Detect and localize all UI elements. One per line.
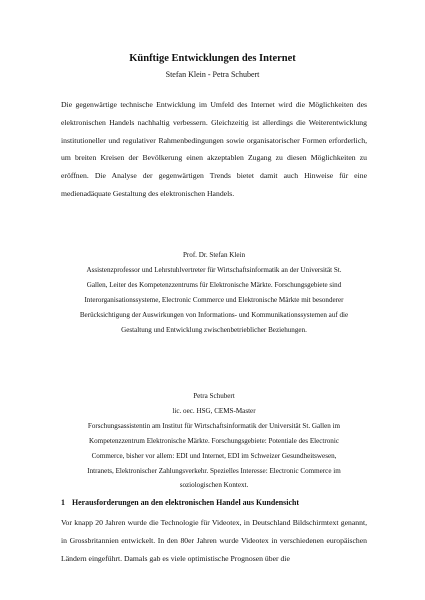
bio-line: soziologischen Kontext. [179, 481, 249, 490]
paper-title: Künftige Entwicklungen des Internet [129, 53, 296, 64]
abstract-paragraph: Die gegenwärtige technische Entwicklung im Umfeld des Internet wird die Möglichkeiten des elektronischen Handels nachhaltig verbessern. Gleichzeitig ist allerdings die Weiterentwicklung institutioneller und regulativer Rahmenbedingungen sowie organisatorischer Formen erforderlich, um breiten Kreisen der Bevölkerung einen akzeptablen Zugang zu diesen Möglichkeiten zu eröffnen. Die Analyse der gegenwärtigen Trends bietet damit auch Hinweise für eine medienadäquate Gestaltung des elektronischen Handels. [61, 100, 367, 198]
bio-name: Petra Schubert [193, 392, 235, 400]
bio-name: Prof. Dr. Stefan Klein [182, 251, 246, 259]
bio-line: Intranets, Elektronischer Zahlungsverkehr. Spezielles Interesse: Electronic Commerce im [87, 466, 341, 475]
author-bio-schubert [56, 389, 372, 493]
author-bio-klein [56, 248, 372, 337]
section-body-paragraph: Vor knapp 20 Jahren wurde die Technologie für Videotex, in Deutschland Bildschirmtext genannt, in Grossbritannien entwickelt. In den 80er Jahren wurde Videotex in verschiedenen europäischen Ländern eingeführt. Damals gab es viele optimistische Prognosen über die [61, 518, 367, 563]
bio-line: Forschungsassistentin am Institut für Wirtschaftsinformatik der Universität St. Gallen im [87, 421, 341, 430]
section-heading [61, 497, 299, 508]
bio-line: Gallen, Leiter des Kompetenzzentrums für Elektronische Märkte. Forschungsgebiete sind [86, 280, 342, 289]
bio-line: Interorganisationssysteme, Electronic Commerce und Elektronische Märkte mit besonderer [84, 295, 344, 304]
bio-line: Gestaltung und Entwicklung zwischenbetrieblicher Beziehungen. [121, 325, 307, 334]
section-number: 1 [61, 498, 65, 507]
paper-authors: Stefan Klein - Petra Schubert [165, 70, 260, 79]
section-title: Herausforderungen an den elektronischen Handel aus Kundensicht [72, 498, 299, 507]
bio-degree: lic. oec. HSG, CEMS-Master [172, 406, 256, 415]
bio-line: Kompetenzzentrum Elektronische Märkte. Forschungsgebiete: Potentiale des Electronic [89, 436, 339, 445]
bio-line: Berücksichtigung der Auswirkungen von Informations- und Kommunikationssystemen auf die [79, 310, 349, 319]
bio-line: Assistenzprofessor und Lehrstuhlvertreter für Wirtschaftsinformatik an der Universität St. [86, 265, 342, 274]
bio-line: Commerce, bisher vor allem: EDI und Internet, EDI im Schweizer Gesundheitswesen, [91, 451, 337, 460]
